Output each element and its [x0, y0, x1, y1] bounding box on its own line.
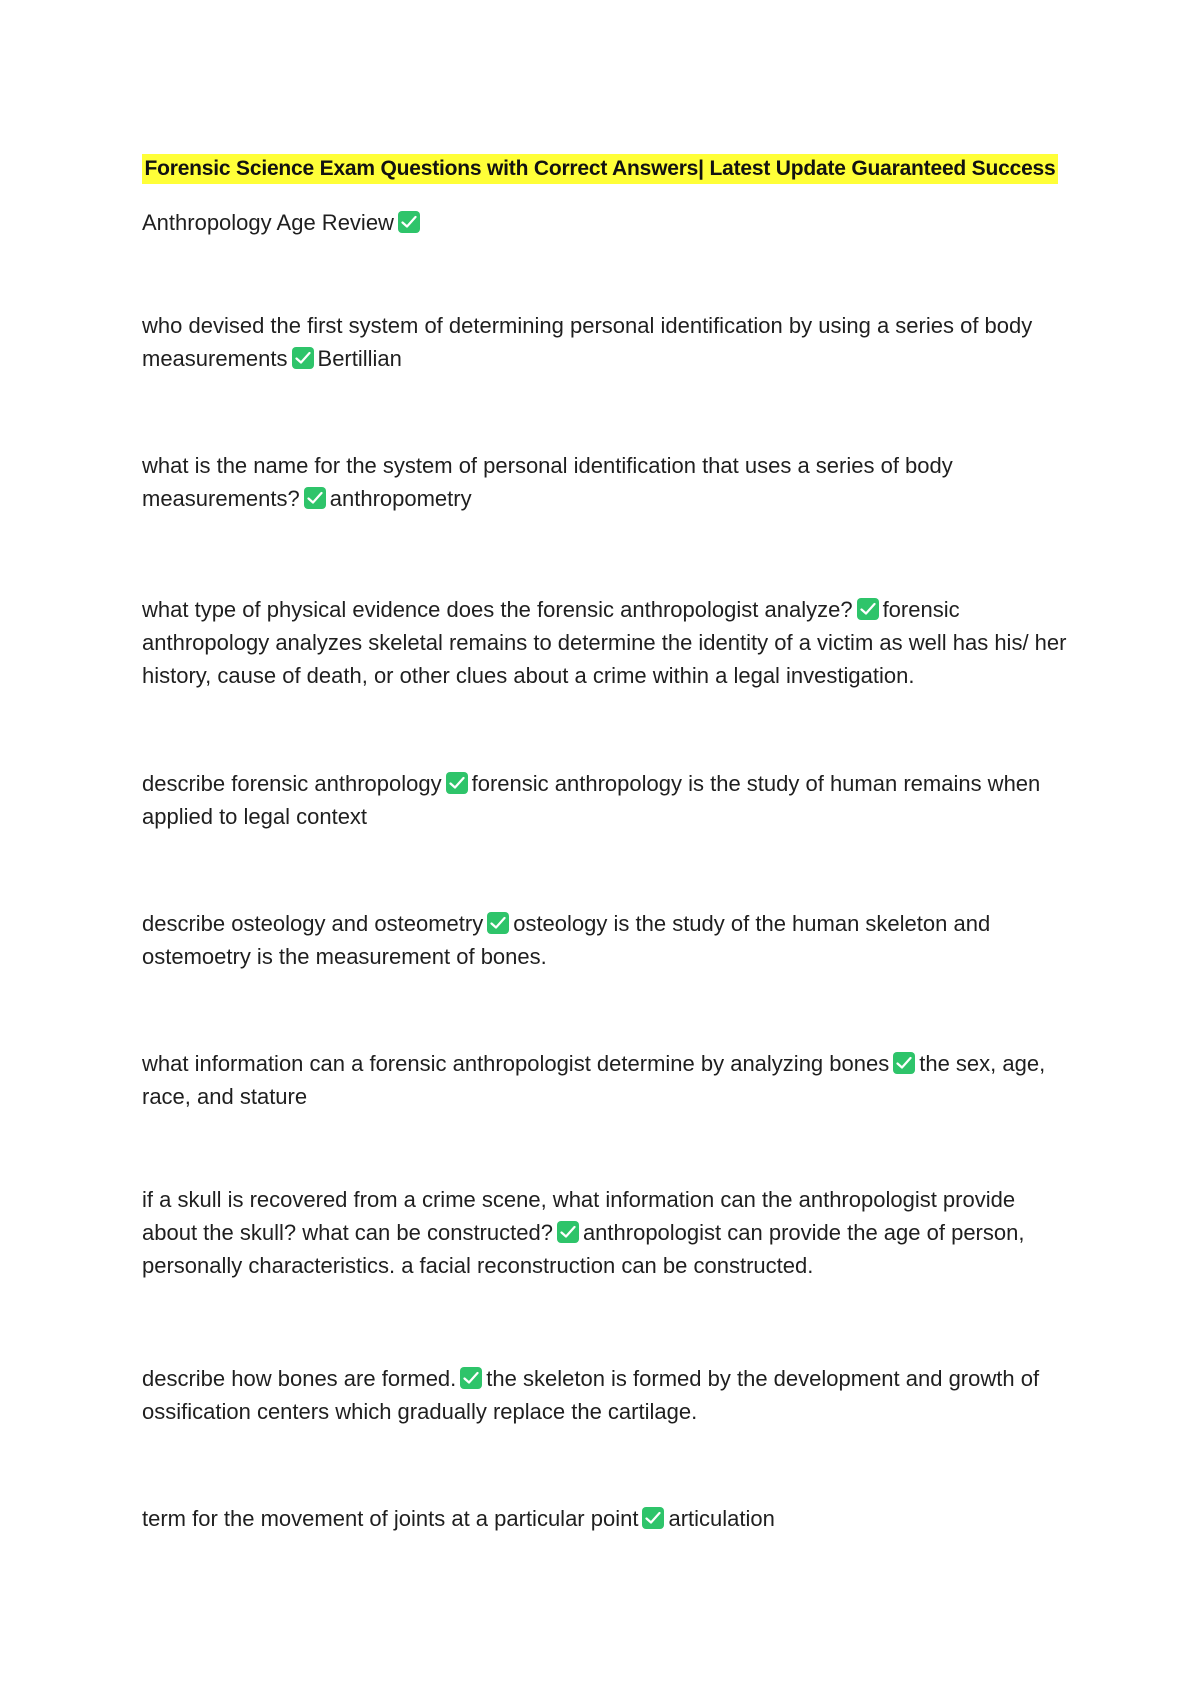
document-title: Forensic Science Exam Questions with Correct Answers| Latest Update Guaranteed Success [142, 154, 1057, 184]
check-mark-icon [460, 1367, 482, 1389]
section-heading: Anthropology Age Review [142, 210, 394, 235]
title-row [0, 154, 1200, 184]
question-text: describe how bones are formed. [142, 1366, 457, 1391]
qa-item [142, 907, 1072, 973]
qa-item [142, 1047, 1072, 1113]
answer-text: Bertillian [317, 346, 402, 371]
question-text: describe osteology and osteometry [142, 911, 484, 936]
check-mark-icon [557, 1221, 579, 1243]
question-text: describe forensic anthropology [142, 771, 442, 796]
check-mark-icon [857, 598, 879, 620]
answer-text: forensic anthropology is the study of human remains when applied to legal context [142, 771, 1041, 829]
check-mark-icon [398, 211, 420, 233]
check-mark-icon [446, 772, 468, 794]
qa-item [142, 309, 1072, 375]
check-mark-icon [304, 487, 326, 509]
check-mark-icon [292, 347, 314, 369]
answer-text: osteology is the study of the human skeleton and ostemoetry is the measurement of bones. [142, 911, 991, 969]
answer-text: forensic anthropology analyzes skeletal remains to determine the identity of a victim as well has his/ her history, cause of death, or other clues about a crime within a legal investigation. [142, 597, 1067, 688]
question-text: term for the movement of joints at a particular point [142, 1506, 639, 1531]
qa-item [142, 1183, 1072, 1282]
question-text: what is the name for the system of personal identification that uses a series of body measurements? [142, 453, 953, 511]
qa-item [142, 1362, 1072, 1428]
qa-item [142, 449, 1072, 515]
question-text: if a skull is recovered from a crime scene, what information can the anthropologist provide about the skull? what can be constructed? [142, 1187, 1016, 1245]
qa-item [142, 593, 1072, 692]
section-heading-row [142, 206, 1072, 239]
answer-text: the sex, age, race, and stature [142, 1051, 1046, 1109]
qa-item [142, 1502, 1072, 1535]
check-mark-icon [487, 912, 509, 934]
answer-text: anthropologist can provide the age of person, personally characteristics. a facial reconstruction can be constructed. [142, 1220, 1025, 1278]
question-text: what type of physical evidence does the forensic anthropologist analyze? [142, 597, 853, 622]
answer-text: articulation [668, 1506, 775, 1531]
question-text: who devised the first system of determining personal identification by using a series of body measurements [142, 313, 1033, 371]
question-text: what information can a forensic anthropologist determine by analyzing bones [142, 1051, 890, 1076]
qa-item [142, 767, 1072, 833]
check-mark-icon [642, 1507, 664, 1529]
check-mark-icon [893, 1052, 915, 1074]
answer-text: the skeleton is formed by the development and growth of ossification centers which gradually replace the cartilage. [142, 1366, 1040, 1424]
answer-text: anthropometry [329, 486, 472, 511]
